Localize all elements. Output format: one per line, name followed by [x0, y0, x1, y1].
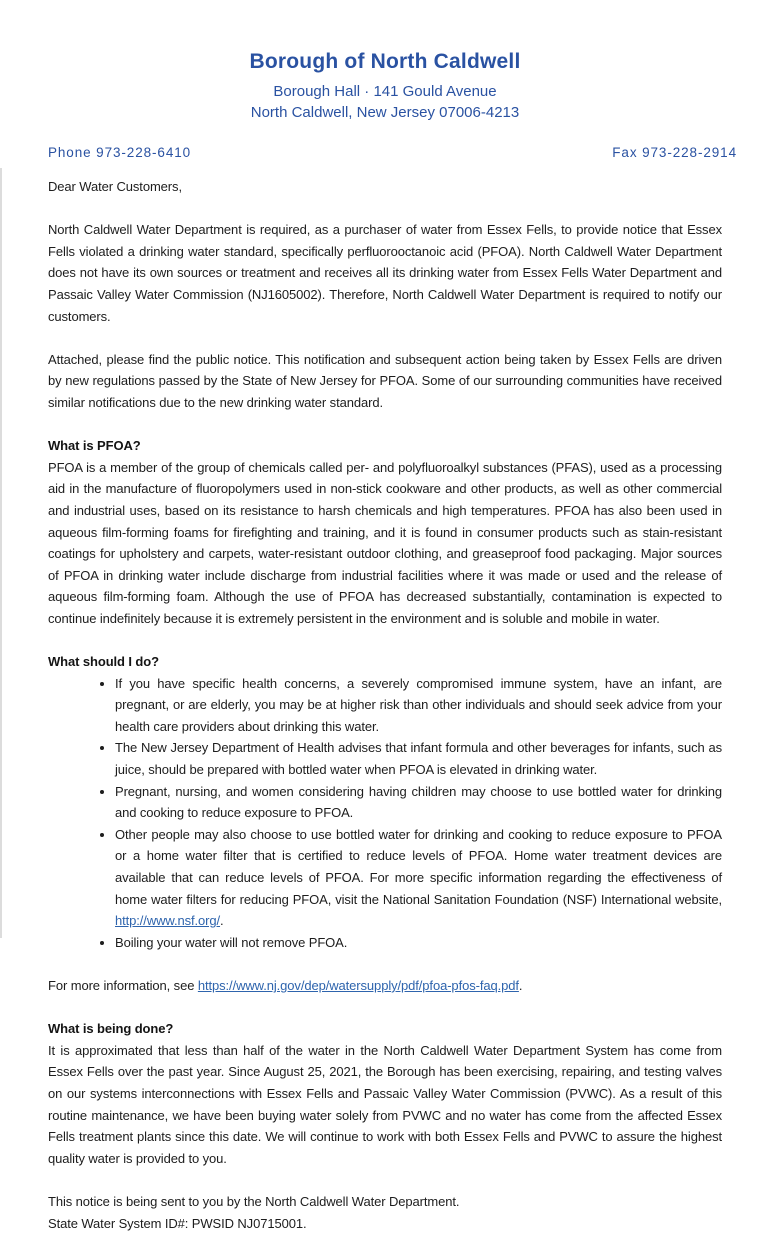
section-what-is-pfoa: [48, 435, 722, 629]
letter-body: [48, 176, 722, 1234]
heading-what-is-being-done: What is being done?: [48, 1018, 722, 1040]
scan-edge-line: [0, 168, 2, 938]
advice-bullet-list: [48, 673, 722, 954]
more-info-text: .: [519, 978, 523, 993]
list-item: [115, 673, 722, 738]
more-info-text: For more information, see: [48, 978, 198, 993]
bullet-text: .: [220, 913, 224, 928]
bullet-text: Boiling your water will not remove PFOA.: [115, 935, 347, 950]
section-what-should-i-do: [48, 651, 722, 953]
phone-label: Phone 973-228-6410: [48, 145, 191, 160]
list-item: [115, 932, 722, 954]
heading-what-is-pfoa: What is PFOA?: [48, 435, 722, 457]
bullet-text: Other people may also choose to use bottled water for drinking and cooking to reduce exposure to PFOA or a home water filter that is certified to reduce levels of PFOA. Home water treatment devices are available that can reduce levels of PFOA. For more specific information regarding the effectiveness of home water filters for reducing PFOA, visit the National Sanitation Foundation (NSF) International website,: [115, 827, 722, 907]
nj-pfoa-faq-link[interactable]: https://www.nj.gov/dep/watersupply/pdf/pfoa-pfos-faq.pdf: [198, 978, 519, 993]
list-item: [115, 781, 722, 824]
salutation: Dear Water Customers,: [48, 176, 722, 198]
closing-block: [48, 1191, 722, 1234]
closing-line-2: State Water System ID#: PWSID NJ0715001.: [48, 1213, 722, 1234]
address-line-2: North Caldwell, New Jersey 07006-4213: [0, 102, 770, 123]
bullet-text: If you have specific health concerns, a severely compromised immune system, have an infant, are pregnant, or are elderly, you may be at higher risk than other individuals and should seek advice from your health care providers about drinking this water.: [115, 676, 722, 734]
section-what-is-being-done: [48, 1018, 722, 1169]
paragraph-attached: Attached, please find the public notice. This notification and subsequent action being taken by Essex Fells are driven by new regulations passed by the State of New Jersey for PFOA. Some of our surrounding communities have received similar notifications due to the new drinking water standard.: [48, 349, 722, 414]
closing-line-1: This notice is being sent to you by the North Caldwell Water Department.: [48, 1191, 722, 1213]
paragraph-what-is-pfoa: PFOA is a member of the group of chemicals called per- and polyfluoroalkyl substances (PFAS), used as a processing aid in the manufacture of fluoropolymers used in non-stick cookware and other products, as well as other commercial and industrial uses, based on its resistance to harsh chemicals and high temperatures. PFOA has also been used in aqueous film-forming foams for firefighting and training, and it is found in consumer products such as stain-resistant coatings for upholstery and carpets, water-resistant outdoor clothing, and greaseproof food packaging. Major sources of PFOA in drinking water include discharge from industrial facilities where it was made or used and the release of aqueous film-forming foam. Although the use of PFOA has decreased substantially, contamination is expected to continue indefinitely because it is extremely persistent in the environment and is soluble and mobile in water.: [48, 457, 722, 630]
fax-label: Fax 973-228-2914: [612, 145, 737, 160]
org-title: Borough of North Caldwell: [0, 50, 770, 74]
address-line-1: Borough Hall · 141 Gould Avenue: [0, 81, 770, 102]
heading-what-should-i-do: What should I do?: [48, 651, 722, 673]
bullet-text: Pregnant, nursing, and women considering having children may choose to use bottled water for drinking and cooking to reduce exposure to PFOA.: [115, 784, 722, 821]
bullet-text: The New Jersey Department of Health advises that infant formula and other beverages for infants, such as juice, should be prepared with bottled water when PFOA is elevated in drinking water.: [115, 740, 722, 777]
paragraph-what-is-being-done: It is approximated that less than half of the water in the North Caldwell Water Department System has come from Essex Fells over the past year. Since August 25, 2021, the Borough has been exercising, repairing, and testing valves on our systems interconnections with Essex Fells and Passaic Valley Water Commission (PVWC). As a result of this routine maintenance, we have been buying water solely from PVWC and no water has come from the affected Essex Fells treatment plants since this date. We will continue to work with both Essex Fells and PVWC to assure the highest quality water is provided to you.: [48, 1040, 722, 1170]
nsf-website-link[interactable]: http://www.nsf.org/: [115, 913, 220, 928]
letterhead: [0, 50, 770, 160]
paragraph-intro: North Caldwell Water Department is required, as a purchaser of water from Essex Fells, to provide notice that Essex Fells violated a drinking water standard, specifically perfluorooctanoic acid (PFOA). North Caldwell Water Department does not have its own sources or treatment and receives all its drinking water from Essex Fells Water Department and Passaic Valley Water Commission (NJ1605002). Therefore, North Caldwell Water Department is required to notify our customers.: [48, 219, 722, 327]
letter-page: [0, 50, 770, 1074]
list-item: [115, 737, 722, 780]
list-item: [115, 824, 722, 932]
contact-row: [48, 145, 737, 160]
more-info-line: [48, 975, 722, 997]
